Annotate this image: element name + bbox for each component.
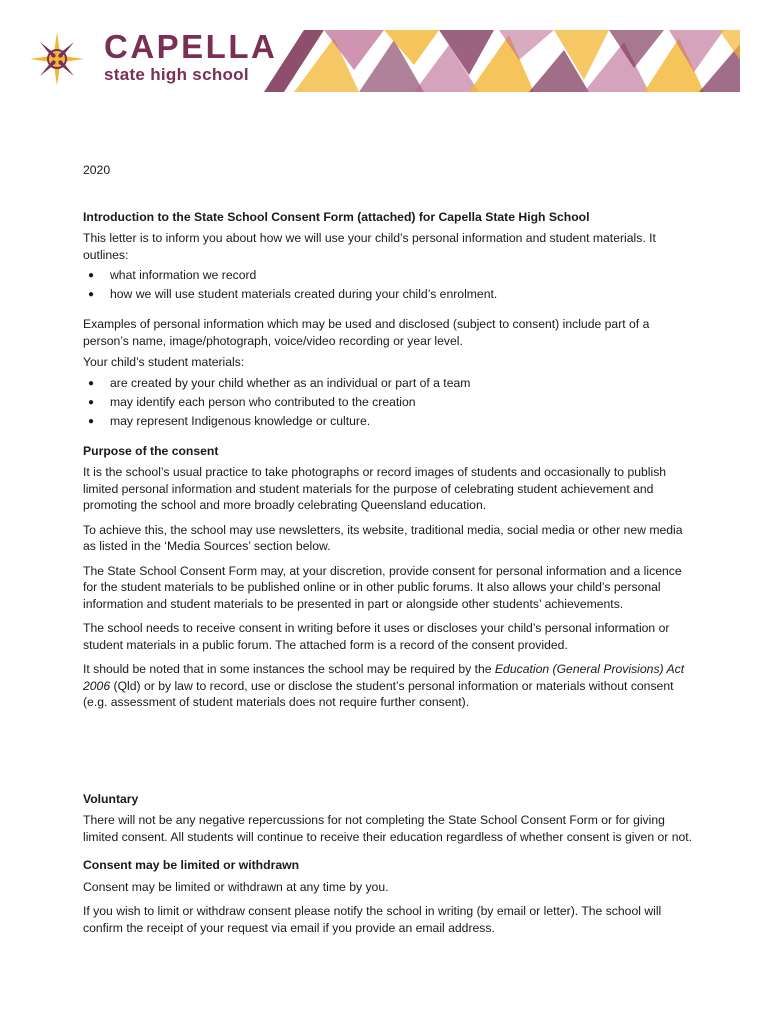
letterhead: [0, 0, 770, 110]
letter-year: 2020: [83, 163, 111, 177]
list-item: ● how we will use student materials created during your child’s enrolment.: [83, 285, 693, 304]
purpose-paragraph-1: It is the school’s usual practice to take photographs or record images of students and occasionally to publish limited personal information and student materials for the purpose of celebrating student achievement and promoting the school and more broadly celebrating Queensland education.: [83, 465, 667, 512]
materials-intro: Your child’s student materials:: [83, 355, 245, 369]
intro-list: [83, 266, 693, 304]
bullet-icon: ●: [88, 377, 95, 389]
purpose-paragraph-4: The school needs to receive consent in writing before it uses or discloses your child’s personal information or student materials in a public forum. The attached form is a record of the consent provided.: [83, 621, 670, 652]
star-logo-icon: [28, 30, 86, 88]
bullet-icon: ●: [88, 396, 95, 408]
bullet-icon: ●: [88, 289, 95, 300]
purpose-paragraph-5: It should be noted that in some instances the school may be required by the Education (General Provisions) Act 2006 (Qld) or by law to record, use or disclose the student’s personal information or materials without consent (e.g. assessment of student materials does not require further consent).: [83, 662, 685, 709]
act-title: Education (General Provisions) Act 2006: [83, 662, 685, 693]
intro-heading: Introduction to the State School Consent Form (attached) for Capella State High School: [83, 209, 590, 224]
list-item: ● may identify each person who contributed to the creation: [83, 393, 693, 412]
list-item: ● may represent Indigenous knowledge or culture.: [83, 412, 693, 431]
intro-paragraph: This letter is to inform you about how we will use your child’s personal information and student materials. It outlines:: [83, 231, 656, 262]
purpose-paragraph-2: To achieve this, the school may use newsletters, its website, traditional media, social media or other new media as listed in the ‘Media Sources’ section below.: [83, 522, 683, 553]
purpose-heading: Purpose of the consent: [83, 443, 219, 458]
school-subtitle: state high school: [104, 65, 249, 84]
school-name: CAPELLA: [104, 28, 278, 65]
voluntary-paragraph: There will not be any negative repercussions for not completing the State School Consent Form or for giving limited consent. All students will continue to receive their education regardless of whether consent is given or not.: [83, 813, 693, 844]
list-item: ● are created by your child whether as an individual or part of a team: [83, 374, 693, 393]
bullet-icon: ●: [88, 415, 95, 427]
examples-paragraph: Examples of personal information which may be used and disclosed (subject to consent) include part of a person’s name, image/photograph, voice/video recording or year level.: [83, 317, 650, 348]
bullet-icon: ●: [88, 270, 95, 281]
letter-body: [83, 162, 693, 936]
materials-list: [83, 374, 693, 431]
limited-paragraph-2: If you wish to limit or withdraw consent please notify the school in writing (by email or letter). The school will confirm the receipt of your request via email if you provide an email address.: [83, 904, 662, 935]
limited-heading: Consent may be limited or withdrawn: [83, 858, 300, 872]
limited-paragraph-1: Consent may be limited or withdrawn at any time by you.: [83, 879, 389, 894]
purpose-paragraph-3: The State School Consent Form may, at your discretion, provide consent for personal information and a licence for the student materials to be published online or in other public forums. It also allows your child’s personal information and student materials to be presented in part or alongside other students’ achievements.: [83, 563, 682, 611]
decorative-banner: [264, 30, 740, 92]
list-item: ● what information we record: [83, 266, 693, 285]
voluntary-heading: Voluntary: [83, 791, 139, 806]
